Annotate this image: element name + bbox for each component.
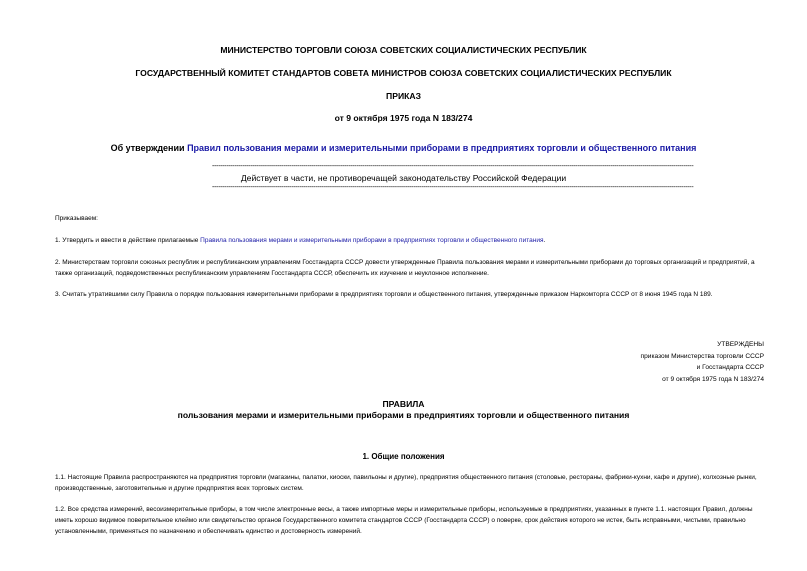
order-item-1: [55, 235, 770, 246]
item1-suffix: .: [543, 237, 546, 244]
order-item-3: 3. Считать утратившими силу Правила о порядке пользования измерительными приборами в предприятиях торговли и общественного питания, утвержденные приказом Наркомторга СССР от 8 июня 1945 года N 189.: [55, 291, 713, 298]
approval-line-3: и Госстандарта СССР: [696, 364, 764, 371]
paragraph-1-2: 1.2. Все средства измерений, весоизмерительные приборы, в том числе электронные весы, а также импортные меры и измерительные приборы, используемые в предприятиях, указанных в пункте 1.1. настоящих Правил, должны иметь хорошо видимое поверительное клеймо или свидетельство органов Государственного комитета стандартов СССР (Госстандарта СССР) о поверке, срок действия которого не истек, быть исправными, чистыми, правильно установленными, применяться по назначению и обеспечивать единство и достоверность измерений.: [55, 506, 753, 535]
separator-bottom: ---------------------------------------------------------------------------------------------------------------------------------------------------------------------------------------------------------------------------------------------: [212, 184, 694, 191]
ministry-header: МИНИСТЕРСТВО ТОРГОВЛИ СОЮЗА СОВЕТСКИХ СОЦИАЛИСТИЧЕСКИХ РЕСПУБЛИК: [220, 45, 587, 55]
title-prefix: Об утверждении: [110, 143, 188, 153]
rules-heading: ПРАВИЛА: [382, 399, 425, 409]
title-rules-link[interactable]: Правил пользования мерами и измерительными приборами в предприятиях торговли и общественного питания: [187, 143, 697, 153]
section-1-title: 1. Общие положения: [362, 452, 445, 461]
approval-line-4: от 9 октября 1975 года N 183/274: [662, 375, 764, 383]
approval-line-2: приказом Министерства торговли СССР: [640, 352, 764, 360]
rules-subheading: пользования мерами и измерительными приборами в предприятиях торговли и общественного питания: [177, 410, 630, 420]
item1-prefix: 1. Утвердить и ввести в действие прилагаемые: [55, 237, 201, 244]
item1-rules-link[interactable]: Правила пользования мерами и измерительными приборами в предприятиях торговли и общественного питания: [200, 237, 544, 244]
committee-header: ГОСУДАРСТВЕННЫЙ КОМИТЕТ СТАНДАРТОВ СОВЕТА МИНИСТРОВ СОЮЗА СОВЕТСКИХ СОЦИАЛИСТИЧЕСКИХ РЕСПУБЛИК: [135, 68, 672, 78]
order-item-2: 2. Министерствам торговли союзных республик и республиканским управлениям Госстандарта СССР довести утвержденные Правила пользования мерами и измерительными приборами до торговых организаций и предприятий, а также организаций, подведомственных республиканским управлениям Госстандарта СССР, обеспечить их изучение и неуклонное исполнение.: [55, 259, 755, 277]
doc-type: ПРИКАЗ: [386, 91, 421, 101]
order-intro: Приказываем:: [55, 215, 98, 222]
approval-block: [641, 339, 764, 385]
approval-line-1: УТВЕРЖДЕНЫ: [717, 341, 764, 348]
order-date: от 9 октября 1975 года N 183/274: [334, 113, 473, 123]
validity-note: Действует в части, не противоречащей законодательству Российской Федерации: [240, 173, 567, 183]
document-title: [0, 143, 807, 153]
paragraph-1-1: 1.1. Настоящие Правила распространяются на предприятия торговли (магазины, палатки, киоски, павильоны и другие), предприятия общественного питания (столовые, рестораны, фабрики-кухни, кафе и другие), колхозные рынки, производственные, заготовительные и другие предприятия всех торговых систем.: [55, 474, 757, 492]
separator-top: ---------------------------------------------------------------------------------------------------------------------------------------------------------------------------------------------------------------------------------------------: [212, 163, 694, 170]
